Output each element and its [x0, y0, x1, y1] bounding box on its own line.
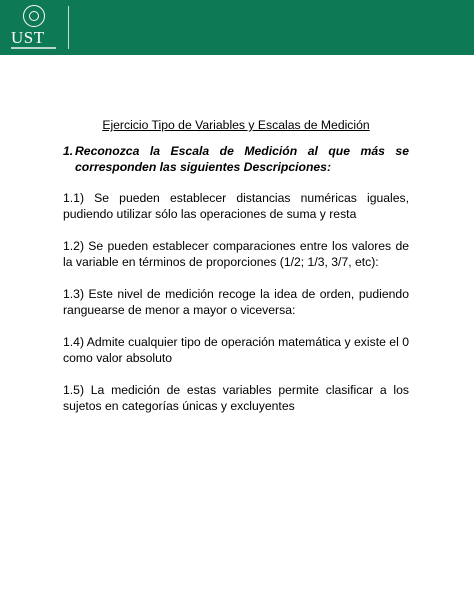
header-divider	[68, 6, 69, 49]
item-1-5: 1.5) La medición de estas variables permite clasificar a los sujetos en categorías únicas y excluyentes	[63, 383, 409, 413]
item-1-3: 1.3) Este nivel de medición recoge la idea de orden, pudiendo ranguearse de menor a mayor o viceversa:	[63, 287, 409, 317]
item-1-4: 1.4) Admite cualquier tipo de operación matemática y existe el 0 como valor absoluto	[63, 335, 409, 365]
document-body	[63, 117, 409, 430]
header-bar	[0, 0, 474, 55]
document-title: Ejercicio Tipo de Variables y Escalas de Medición	[102, 118, 370, 132]
question	[63, 143, 409, 175]
item-1-1: 1.1) Se pueden establecer distancias numéricas iguales, pudiendo utilizar sólo las operaciones de suma y resta	[63, 191, 409, 221]
question-number: 1.	[63, 144, 74, 158]
seal-icon	[23, 5, 45, 27]
item-1-2: 1.2) Se pueden establecer comparaciones entre los valores de la variable en términos de proporciones (1/2; 1/3, 3/7, etc):	[63, 239, 409, 269]
question-text: Reconozca la Escala de Medición al que más se corresponden las siguientes Descripciones:	[75, 144, 409, 174]
logo-text: UST	[11, 28, 45, 47]
ust-logo	[3, 2, 69, 52]
logo-subline	[11, 47, 56, 49]
